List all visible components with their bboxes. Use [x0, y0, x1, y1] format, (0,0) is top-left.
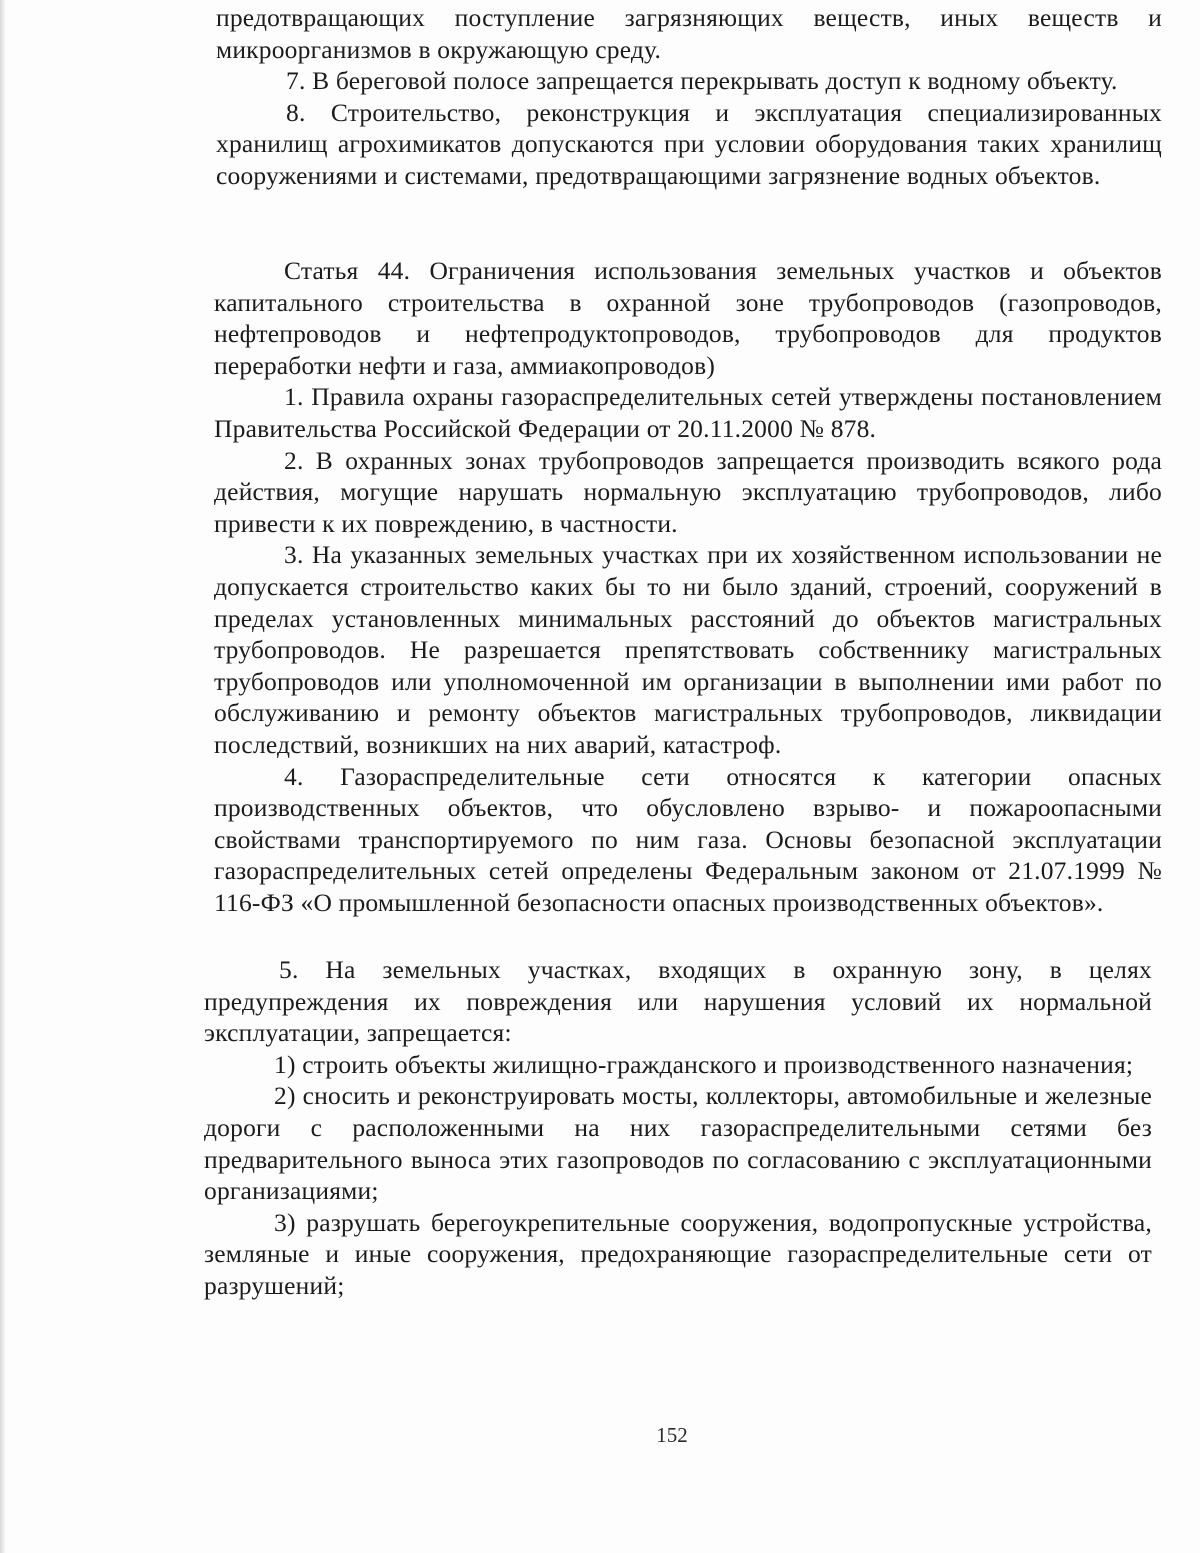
list-item-2: 2) сносить и реконструировать мосты, коллекторы, автомобильные и железные дороги с расположенными на них газораспределительными сетями без предварительного выноса этих газопроводов по согласованию с эксплуатационными организациями; [204, 1081, 1152, 1206]
continuation-paragraph: предотвращающих поступление загрязняющих веществ, иных веществ и микроорганизмов в окружающую среду. [216, 3, 1162, 64]
paragraph-7: 7. В береговой полосе запрещается перекрывать доступ к водному объекту. [286, 66, 1118, 95]
top-section [216, 2, 1162, 191]
page-number: 152 [656, 1423, 688, 1447]
list-intro: 5. На земельных участках, входящих в охранную зону, в целях предупреждения их повреждения или нарушения условий их нормальной эксплуатации, запрещается: [204, 955, 1152, 1048]
scan-edge-shadow [0, 0, 6, 1553]
article-item-3: 3. На указанных земельных участках при их хозяйственном использовании не допускается строительство каких бы то ни было зданий, строений, сооружений в пределах установленных минимальных расстояний до объектов магистральных трубопроводов. Не разрешается препятствовать собственнику магистральных трубопроводов или уполномоченной им организации в выполнении ими работ по обслуживанию и ремонту объектов магистральных трубопроводов, ликвидации последствий, возникших на них аварий, катастроф. [214, 540, 1162, 759]
article-item-4: 4. Газораспределительные сети относятся к категории опасных производственных объектов, что обусловлено взрыво- и пожароопасными свойствами транспортируемого по ним газа. Основы безопасной эксплуатации газораспределительных сетей определены Федеральным законом от 21.07.1999 № 116-ФЗ «О промышленной безопасности опасных производственных объектов». [214, 761, 1162, 917]
article-heading: Статья 44. Ограничения использования земельных участков и объектов капитального строительства в охранной зоне трубопроводов (газопроводов, нефтепроводов и нефтепродуктопроводов, трубопроводов для продуктов переработки нефти и газа, аммиакопроводов) [214, 256, 1162, 380]
paragraph-8: 8. Строительство, реконструкция и эксплуатация специализированных хранилищ агрохимикатов допускаются при условии оборудования таких хранилищ сооружениями и системами, предотвращающими загрязнение водных объектов. [216, 97, 1162, 190]
list-item-1: 1) строить объекты жилищно-гражданского и производственного назначения; [274, 1049, 1134, 1079]
article-item-2: 2. В охранных зонах трубопроводов запрещается производить всякого рода действия, могущие нарушать нормальную эксплуатацию трубопроводов, либо привести к их повреждению, в частности. [214, 445, 1162, 538]
article-item-1: 1. Правила охраны газораспределительных сетей утверждены постановлением Правительства Российской Федерации от 20.11.2000 № 878. [214, 382, 1162, 443]
prohibitions-section [204, 954, 1152, 1302]
list-item-3: 3) разрушать берегоукрепительные сооружения, водопропускные устройства, земляные и иные сооружения, предохраняющие газораспределительные сети от разрушений; [204, 1207, 1152, 1300]
article-44-section [214, 255, 1162, 918]
